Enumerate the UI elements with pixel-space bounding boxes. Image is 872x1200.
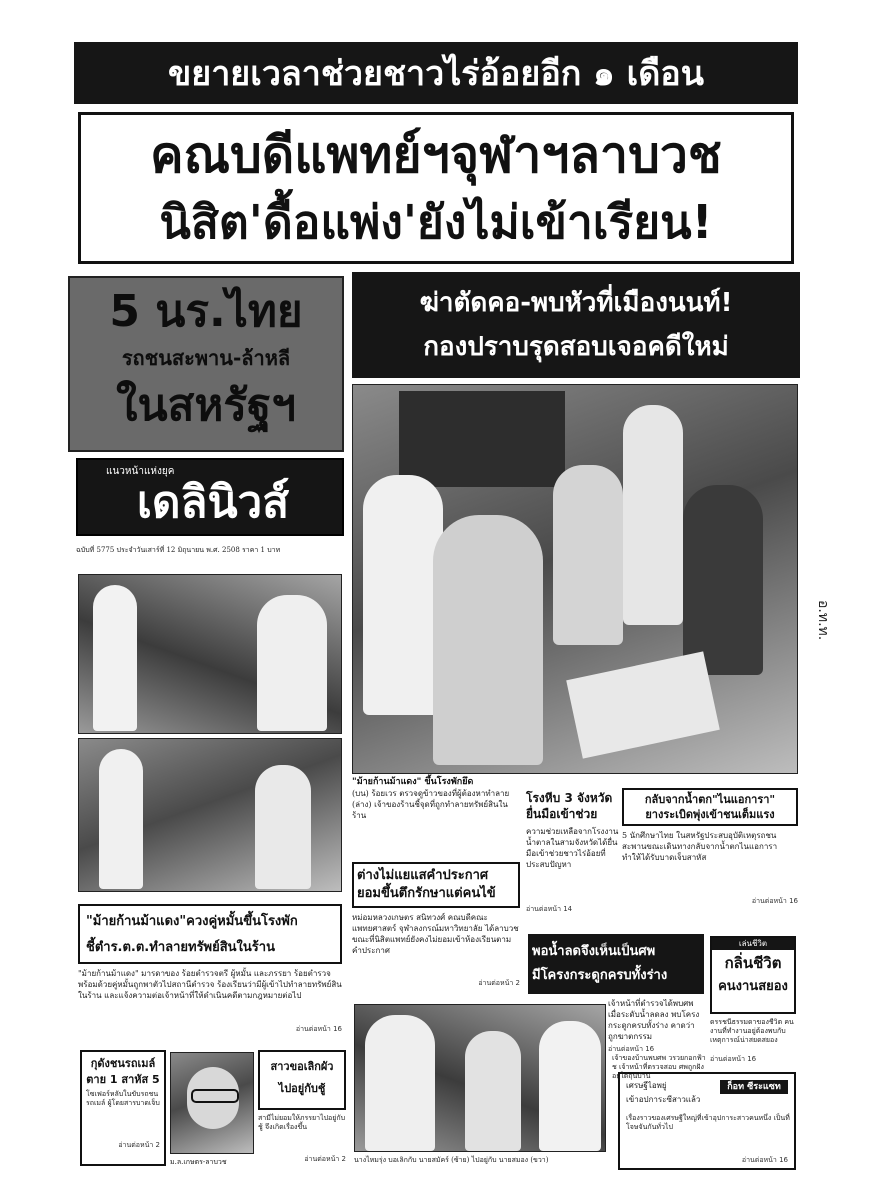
story-3prov-body: ความช่วยเหลือจากโรงงานน้ำตาลในสามจังหวัดได้ยื่นมือเข้าช่วยชาวไร่อ้อยที่ประสบปัญหา [526,827,619,869]
bottom-left-box [80,1050,166,1166]
side-label: อ.ท.ท. [815,600,831,641]
main-headline-box [78,112,794,264]
top-banner [74,42,798,104]
story-body-extra: เจ้าของบ้านพบศพ วรวยกอกฟ้าช เจ้าหน้าที่ตรวจสอบ ศพถูกฝังอยู่ใต้ถุนบ้าน [612,1054,706,1080]
bottom-photo [354,1004,606,1152]
person-shape [257,595,327,731]
masthead [76,458,344,536]
story-body-headline2: มีโครงกระดูกครบทั้งร่าง [532,968,668,983]
story-return-body: 5 นักศึกษาไทย ในสหรัฐประสบอุบัติเหตุรถชนสะพานขณะเดินทางกลับจากน้ำตกไนแอการา ทำให้ได้รับบาดเจ็บสาหัส [622,831,778,862]
story-return-headline1: กลับจากน้ำตก"ไนแอการา" [644,793,776,806]
story-return-headline2: ยางระเบิดพุ่งเข้าชนเต็มแรง [645,808,775,821]
column-life-more: อ่านต่อหน้า 16 [710,1055,757,1063]
left-headline-box [68,276,344,452]
portrait-photo [170,1052,254,1154]
story-mai-body-area [78,968,342,1038]
gossip-box [618,1072,796,1170]
column-life-body: ดรรชนีธรรมดาของชีวิต คนงานที่ทำงานอยู่ต้องพบกับเหตุการณ์น่าสยดสยอง [710,1018,794,1044]
masthead-name: เดลินิวส์ [136,477,290,528]
gossip-more: อ่านต่อหน้า 16 [741,1156,788,1164]
column-life-tag: เล่นชีวิต [712,938,794,950]
right-headline-line2: กองปราบรุดสอบเจอคดีใหม่ [423,332,729,362]
story-mai-head-box [78,904,342,964]
story-body-text: เจ้าหน้าที่ตำรวจได้พบศพ เมื่อระดับน้ำลดลง พบโครงกระดูกครบทั้งร่าง คาดว่าถูกฆาตกรรม [608,999,700,1041]
bottom-mid-box [258,1050,346,1110]
story-mai-headline2: ชี้ตำร.ต.ต.ทำลายทรัพย์สินในร้าน [86,940,275,955]
masthead-tagline: แนวหน้าแห่งยุค [106,466,175,477]
left-headline-line2: รถชนสะพาน-ล้าหลี [121,346,291,370]
left-photo-top [78,574,342,734]
story-3prov-more: อ่านต่อหน้า 14 [526,905,573,913]
left-headline-line1: 5 นร.ไทย [109,286,303,337]
photo-caption-text: (บน) ร้อยเวร ตรวจดูข้าวของที่ผู้ต้องหาทำลาย (ล่าง) เจ้าของร้านชี้จุดที่ถูกทำลายทรัพย์สินในร้าน [352,789,510,820]
column-life-title: กลิ่นชีวิต [724,954,782,972]
bottom-left-body: โซเฟอร์หลับในขับรถชนรถเมล์ ผู้โดยสารบาดเจ็บ [86,1090,160,1107]
left-photo-bottom [78,738,342,892]
right-headline-line1: ฆ่าตัดคอ-พบหัวที่เมืองนนท์! [419,288,733,318]
story-student-body: หม่อมหลวงเกษตร สนิทวงศ์ คณบดีคณะแพทยศาสตร์ จุฬาลงกรณ์มหาวิทยาลัย ได้ลาบวช ขณะที่นิสิตแพทย์ยังคงไม่ยอมเข้าห้องเรียนตามคำประกาศ [352,913,519,955]
story-body-head [528,934,704,994]
portrait-caption: ม.ล.เกษตร-ลาบวช [170,1158,227,1166]
bottom-photo-caption: นางไหมรุ่ง บอเลิกกับ นายสมัคร์ (ซ้าย) ไปอยู่กับ นายสมอง (ขวา) [354,1156,549,1164]
column-life [710,936,796,1014]
column-life-subtitle: คนงานสยอง [718,979,788,994]
bottom-mid-title2: ไปอยู่กับชู้ [278,1082,326,1095]
person-shape [93,585,137,731]
story-student-headline2: ยอมขึ้นตึกรักษาแต่คนไข้ [357,886,496,901]
glasses-icon [191,1089,239,1103]
blackboard-shape [399,391,565,487]
photo-caption-title: "ม้ายก้านม้าแดง" ขึ้นโรงพักยึด [352,777,474,787]
story-student [352,862,520,1002]
person-shape [539,1021,601,1151]
bottom-left-more: อ่านต่อหน้า 2 [118,1141,160,1149]
story-return [622,788,798,930]
person-shape [465,1031,521,1151]
story-body-text-area [608,998,704,1058]
bottom-left-title1: กุดังชนรถเมล์ [90,1057,156,1070]
story-3prov-headline2: ยื่นมือเข้าช่วย [526,807,598,821]
gossip-item2: เข้าอปการะซีสาวแล้ว [626,1095,701,1104]
person-shape [553,465,623,645]
story-3prov [526,790,622,930]
bottom-mid-more: อ่านต่อหน้า 2 [304,1155,346,1163]
story-return-head-box [622,788,798,826]
person-shape [255,765,311,889]
main-headline-line1: คณบดีแพทย์ฯจุฬาฯลาบวช [150,126,722,184]
issue-line: ฉบับที่ 5775 ประจำวันเสาร์ที่ 12 มิถุนายน พ.ศ. 2508 ราคา 1 บาท [76,546,281,554]
person-shape [363,475,443,715]
photo-caption [352,776,520,864]
story-3prov-headline1: โรงหีบ 3 จังหวัด [526,791,613,805]
gossip-logo: ก็อท ซีระแซท [720,1080,788,1094]
story-body-more: อ่านต่อหน้า 16 [608,1045,655,1053]
person-shape [683,485,763,675]
banner-text: ขยายเวลาช่วยชาวไร่อ้อยอีก ๑ เดือน [168,54,704,94]
story-return-more: อ่านต่อหน้า 16 [751,897,798,905]
gossip-body: เรื่องราวของเศรษฐีใหญ่ที่เข้าอุปการะสาวคนหนึ่ง เป็นที่โจษจันกันทั่วไป [626,1114,790,1131]
person-shape [365,1015,435,1151]
story-student-head-box [352,862,520,908]
story-mai-headline1: "ม้ายก้านม้าแดง"ควงคู่หมั้นขึ้นโรงพัก [86,914,298,929]
story-student-more: อ่านต่อหน้า 2 [478,979,520,987]
person-shape [623,405,683,625]
story-student-headline1: ต่างไม่แยแสคำประกาศ [357,868,489,883]
typewriter-shape [566,651,720,758]
story-mai-body: "ม้ายก้านม้าแดง" มารดาของ ร้อยตำรวจตรี ผู้หมั้น และภรรยา ร้อยตำรวจ พร้อมด้วยคู่หมั้นถูกพาตัวไปสถานีตำรวจ ร้องเรียนว่ามีผู้เข้าไปทำลายทรัพย์สินในร้าน และแจ้งความต่อเจ้าหน้าที่ให้ดำเนินคดีตามกฎหมายต่อไป [78,969,342,1000]
left-headline-line3: ในสหรัฐฯ [115,380,297,431]
bottom-mid-title1: สาวขอเลิกผัว [270,1060,334,1073]
column-life-body-area [710,1018,796,1068]
bottom-left-title2: ตาย 1 สาหัส 5 [86,1073,160,1086]
bottom-mid-body: สามีไม่ยอมให้ภรรยาไปอยู่กับชู้ จึงเกิดเรื่องขึ้น [258,1114,346,1131]
story-body-headline1: พอน้ำลดจึงเห็นเป็นศพ [532,944,656,959]
bottom-mid-body-area [258,1114,346,1168]
gossip-item1: เศรษฐีไอพยู่ [626,1081,667,1090]
person-shape [433,515,543,765]
right-headline-box [352,272,800,378]
story-mai-more: อ่านต่อหน้า 16 [295,1025,342,1033]
main-headline-line2: นิสิต'ดื้อแพ่ง'ยังไม่เข้าเรียน! [159,195,713,249]
person-shape [99,749,143,889]
main-photo [352,384,798,774]
